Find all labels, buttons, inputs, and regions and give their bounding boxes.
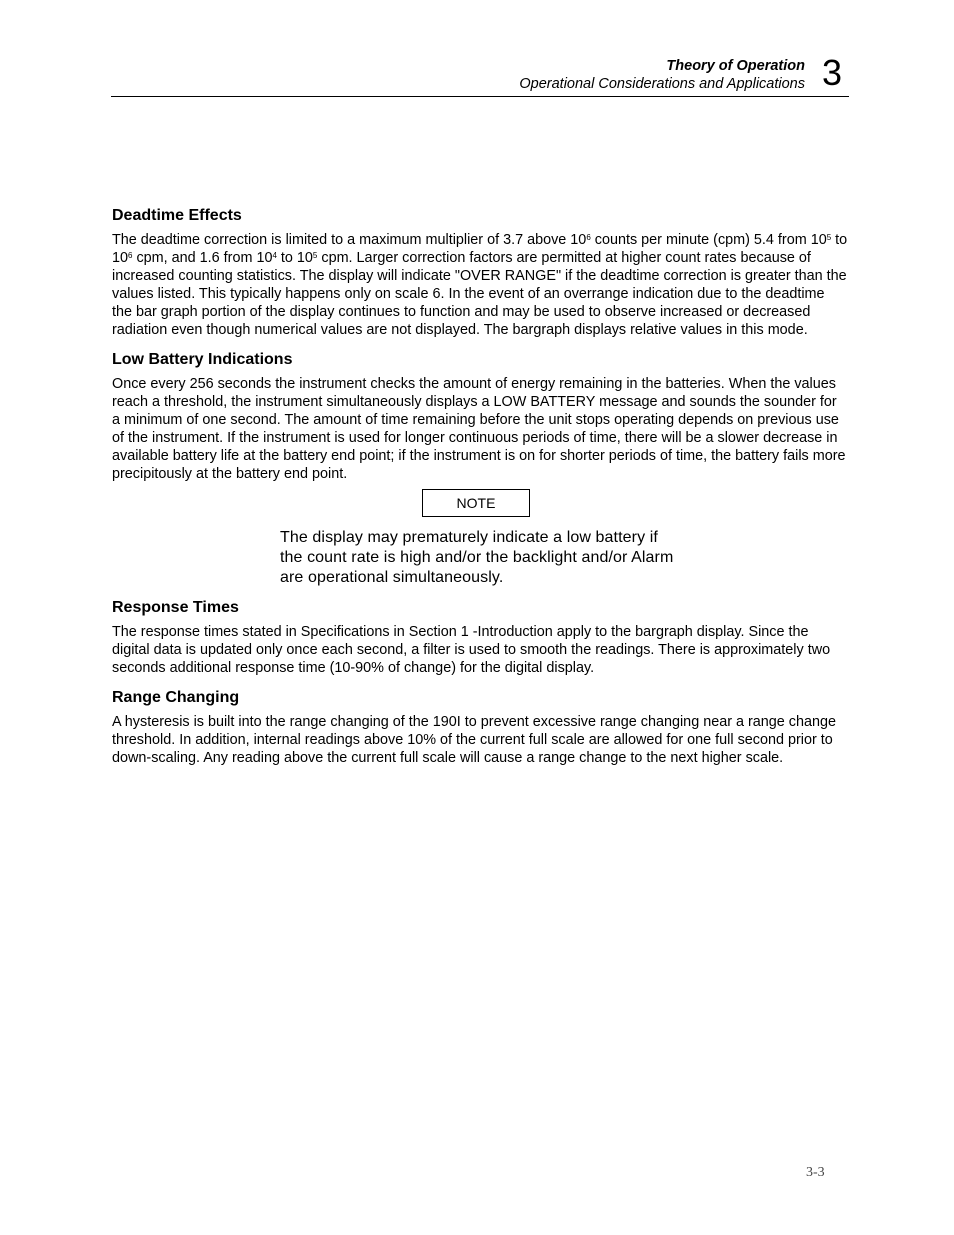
header-title: Theory of Operation xyxy=(666,58,805,74)
superscript: 4 xyxy=(272,251,277,260)
superscript: 5 xyxy=(826,233,832,242)
text-run: The deadtime correction is limited to a maximum multiplier of 3.7 above 10 xyxy=(112,232,587,248)
superscript: 6 xyxy=(128,251,133,260)
section-heading: Low Battery Indications xyxy=(112,351,293,368)
text-run: counts per minute (cpm) 5.4 from 10 xyxy=(590,232,827,248)
section-body: The response times stated in Specifications in Section 1 -Introduction apply to the bargraph display. Since the digital data is updated only once each second, a filter is used to smooth the readings. There is approximately two seconds additional response time (10-90% of change) for the digital display. xyxy=(112,624,831,676)
note-label-box: NOTE xyxy=(422,489,530,517)
section-heading: Response Times xyxy=(112,599,239,616)
superscript: 6 xyxy=(586,233,591,242)
superscript: 5 xyxy=(312,251,318,260)
header-subtitle: Operational Considerations and Applications xyxy=(519,76,805,92)
section-heading: Deadtime Effects xyxy=(112,207,242,224)
chapter-number: 3 xyxy=(822,52,843,93)
section-low-battery xyxy=(112,350,848,588)
section-body: Once every 256 seconds the instrument checks the amount of energy remaining in the batteries. When the values reach a threshold, the instrument simultaneously displays a LOW BATTERY message and sounds the sounder for a minimum of one second. The amount of time remaining before the unit stops operating depends on previous use of the instrument. If the instrument is used for longer continuous periods of time, there will be a slower decrease in available battery life at the battery end point; if the instrument is on for shorter periods of time, the battery fails more precipitously at the battery end point. xyxy=(112,376,846,482)
running-header xyxy=(519,57,805,93)
section-range-changing xyxy=(112,688,848,767)
section-body xyxy=(112,231,848,339)
section-heading: Range Changing xyxy=(112,689,240,706)
text-run: cpm, and 1.6 from 10 xyxy=(132,250,273,266)
text-run: to 10 xyxy=(112,232,848,266)
section-deadtime-effects xyxy=(112,206,848,339)
text-run: cpm. Larger correction factors are permitted at higher count rates because of increased counting statistics. The display will indicate "OVER RANGE" if the deadtime correction is greater than the values listed. This typically happens only on scale 6. In the event of an overrange indication due to the deadtime the bar graph portion of the display continues to function and may be used to observe increased or decreased radiation even though numerical values are not displayed. The bargraph displays relative values in this mode. xyxy=(112,250,847,338)
note-text: The display may prematurely indicate a low battery if the count rate is high and/or the backlight and/or Alarm are operational simultaneously. xyxy=(280,529,674,586)
section-response-times xyxy=(112,598,848,677)
text-run: to 10 xyxy=(276,250,313,266)
section-body: A hysteresis is built into the range changing of the 190I to prevent excessive range changing near a range change threshold. In addition, internal readings above 10% of the current full scale are allowed for one full second prior to down-scaling. Any reading above the current full scale will cause a range change to the next higher scale. xyxy=(112,714,837,766)
page-number: 3-3 xyxy=(806,1165,825,1180)
page-content xyxy=(112,206,848,778)
header-rule xyxy=(111,96,849,97)
